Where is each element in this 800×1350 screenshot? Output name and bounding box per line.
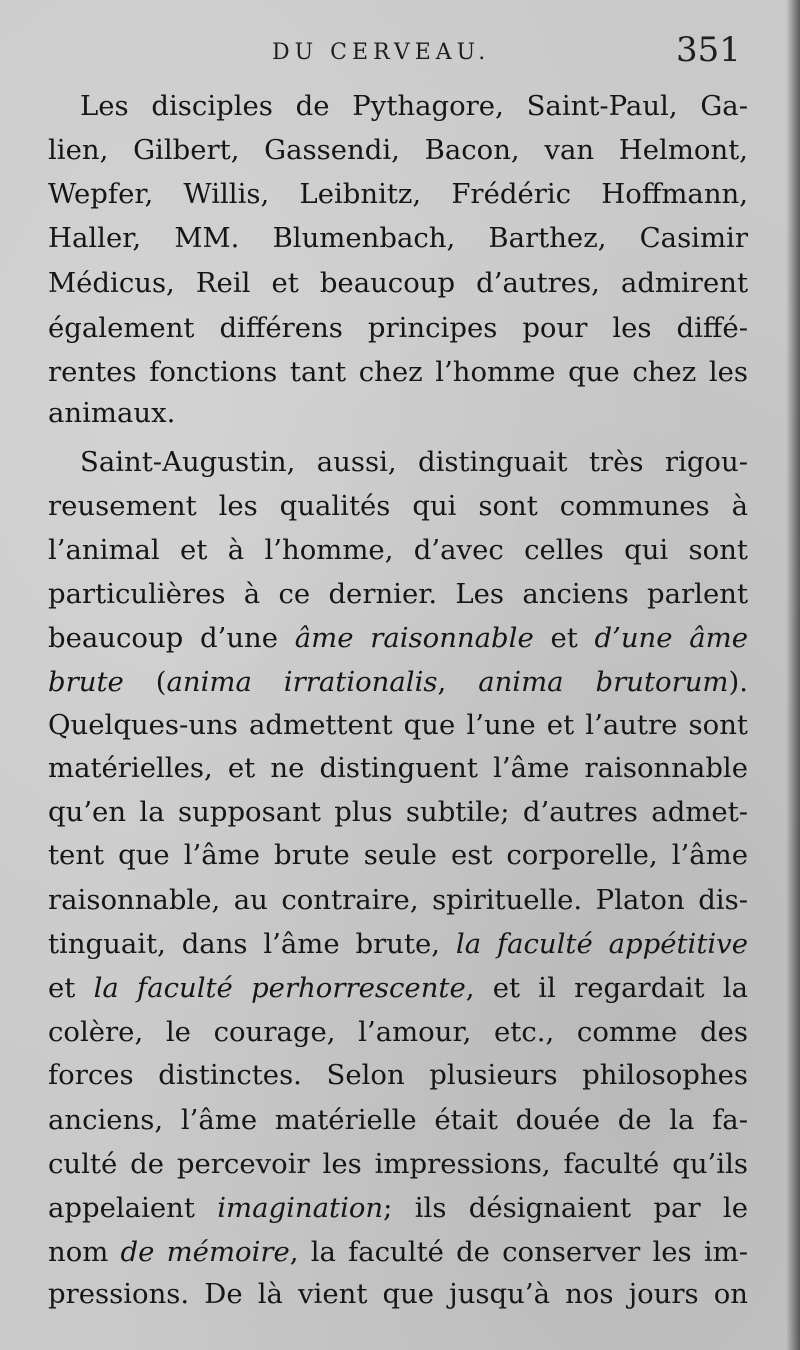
text-run: Les disciples de Pythagore, Saint-Paul, Ga- [80,90,748,122]
text-line [48,746,748,790]
italic-text: la faculté appétitive [455,928,748,960]
text-run: matérielles, et ne distinguent l’âme raisonnable [48,752,748,784]
text-line [48,1230,748,1274]
text-line [80,440,748,484]
text-run: forces distinctes. Selon plusieurs philosophes [48,1059,748,1091]
text-run: , [437,666,479,698]
text-run: Wepfer, Willis, Leibnitz, Frédéric Hoffmann, [48,178,748,210]
text-run: animaux. [48,397,176,429]
text-line [48,833,748,877]
text-line [48,1186,748,1230]
text-run: appelaient [48,1192,218,1224]
text-line [48,128,748,172]
text-run: nom [48,1236,121,1268]
text-line [48,703,748,747]
text-line [48,966,748,1010]
text-run: et [533,622,595,654]
text-run: également différens principes pour les diffé- [48,312,748,344]
text-run: Saint-Augustin, aussi, distinguait très rigou- [80,446,748,478]
running-head: DU CERVEAU. [272,40,491,65]
text-line [48,391,748,435]
text-run: Haller, MM. Blumenbach, Barthez, Casimir [48,222,748,254]
text-run: rentes fonctions tant chez l’homme que chez les [48,356,748,388]
text-run: tent que l’âme brute seule est corporelle, l’âme [48,839,748,871]
page-edge-shadow [786,0,800,1350]
text-line [48,790,748,834]
text-line [48,528,748,572]
text-line [48,572,748,616]
text-line [48,1053,748,1097]
text-line [48,1010,748,1054]
page-number: 351 [676,30,741,70]
text-run: raisonnable, au contraire, spirituelle. Platon dis- [48,884,748,916]
text-run: tinguait, dans l’âme brute, [48,928,456,960]
text-line [48,306,748,350]
text-line [48,1142,748,1186]
text-run: lien, Gilbert, Gassendi, Bacon, van Helmont, [48,134,748,166]
text-line [48,484,748,528]
text-run: Quelques-uns admettent que l’une et l’autre sont [48,709,748,741]
text-run: ; ils désignaient par le [383,1192,748,1224]
text-line [48,350,748,394]
text-run: Médicus, Reil et beaucoup d’autres, admirent [48,267,748,299]
text-run: , et il regardait la [465,972,748,1004]
italic-text: imagination [217,1192,384,1224]
text-line [48,1272,748,1316]
text-run: pressions. De là vient que jusqu’à nos jours on [48,1278,748,1310]
text-line [48,216,748,260]
italic-text: de mémoire [120,1236,290,1268]
text-run: reusement les qualités qui sont communes à [48,490,748,522]
text-run: , la faculté de conserver les im- [289,1236,748,1268]
text-line [48,660,748,704]
text-line [48,878,748,922]
text-line [48,616,748,660]
text-run: ). [728,666,748,698]
italic-text: âme raisonnable [294,622,534,654]
italic-text: anima irrationalis [166,666,438,698]
text-run: et [48,972,94,1004]
text-line [48,172,748,216]
italic-text: anima brutorum [478,666,729,698]
text-run: particulières à ce dernier. Les anciens parlent [48,578,748,610]
text-line [48,261,748,305]
text-line [48,1098,748,1142]
text-line [80,84,748,128]
text-run: colère, le courage, l’amour, etc., comme des [48,1016,748,1048]
text-run: anciens, l’âme matérielle était douée de la fa- [48,1104,748,1136]
text-line [48,922,748,966]
italic-text: d’une âme [594,622,749,654]
text-run: l’animal et à l’homme, d’avec celles qui sont [48,534,748,566]
text-run: culté de percevoir les impressions, faculté qu’ils [48,1148,748,1180]
text-run: ( [123,666,167,698]
text-run: qu’en la supposant plus subtile; d’autres admet- [48,796,748,828]
italic-text: brute [48,666,124,698]
italic-text: la faculté perhorrescente [93,972,466,1004]
text-run: beaucoup d’une [48,622,295,654]
